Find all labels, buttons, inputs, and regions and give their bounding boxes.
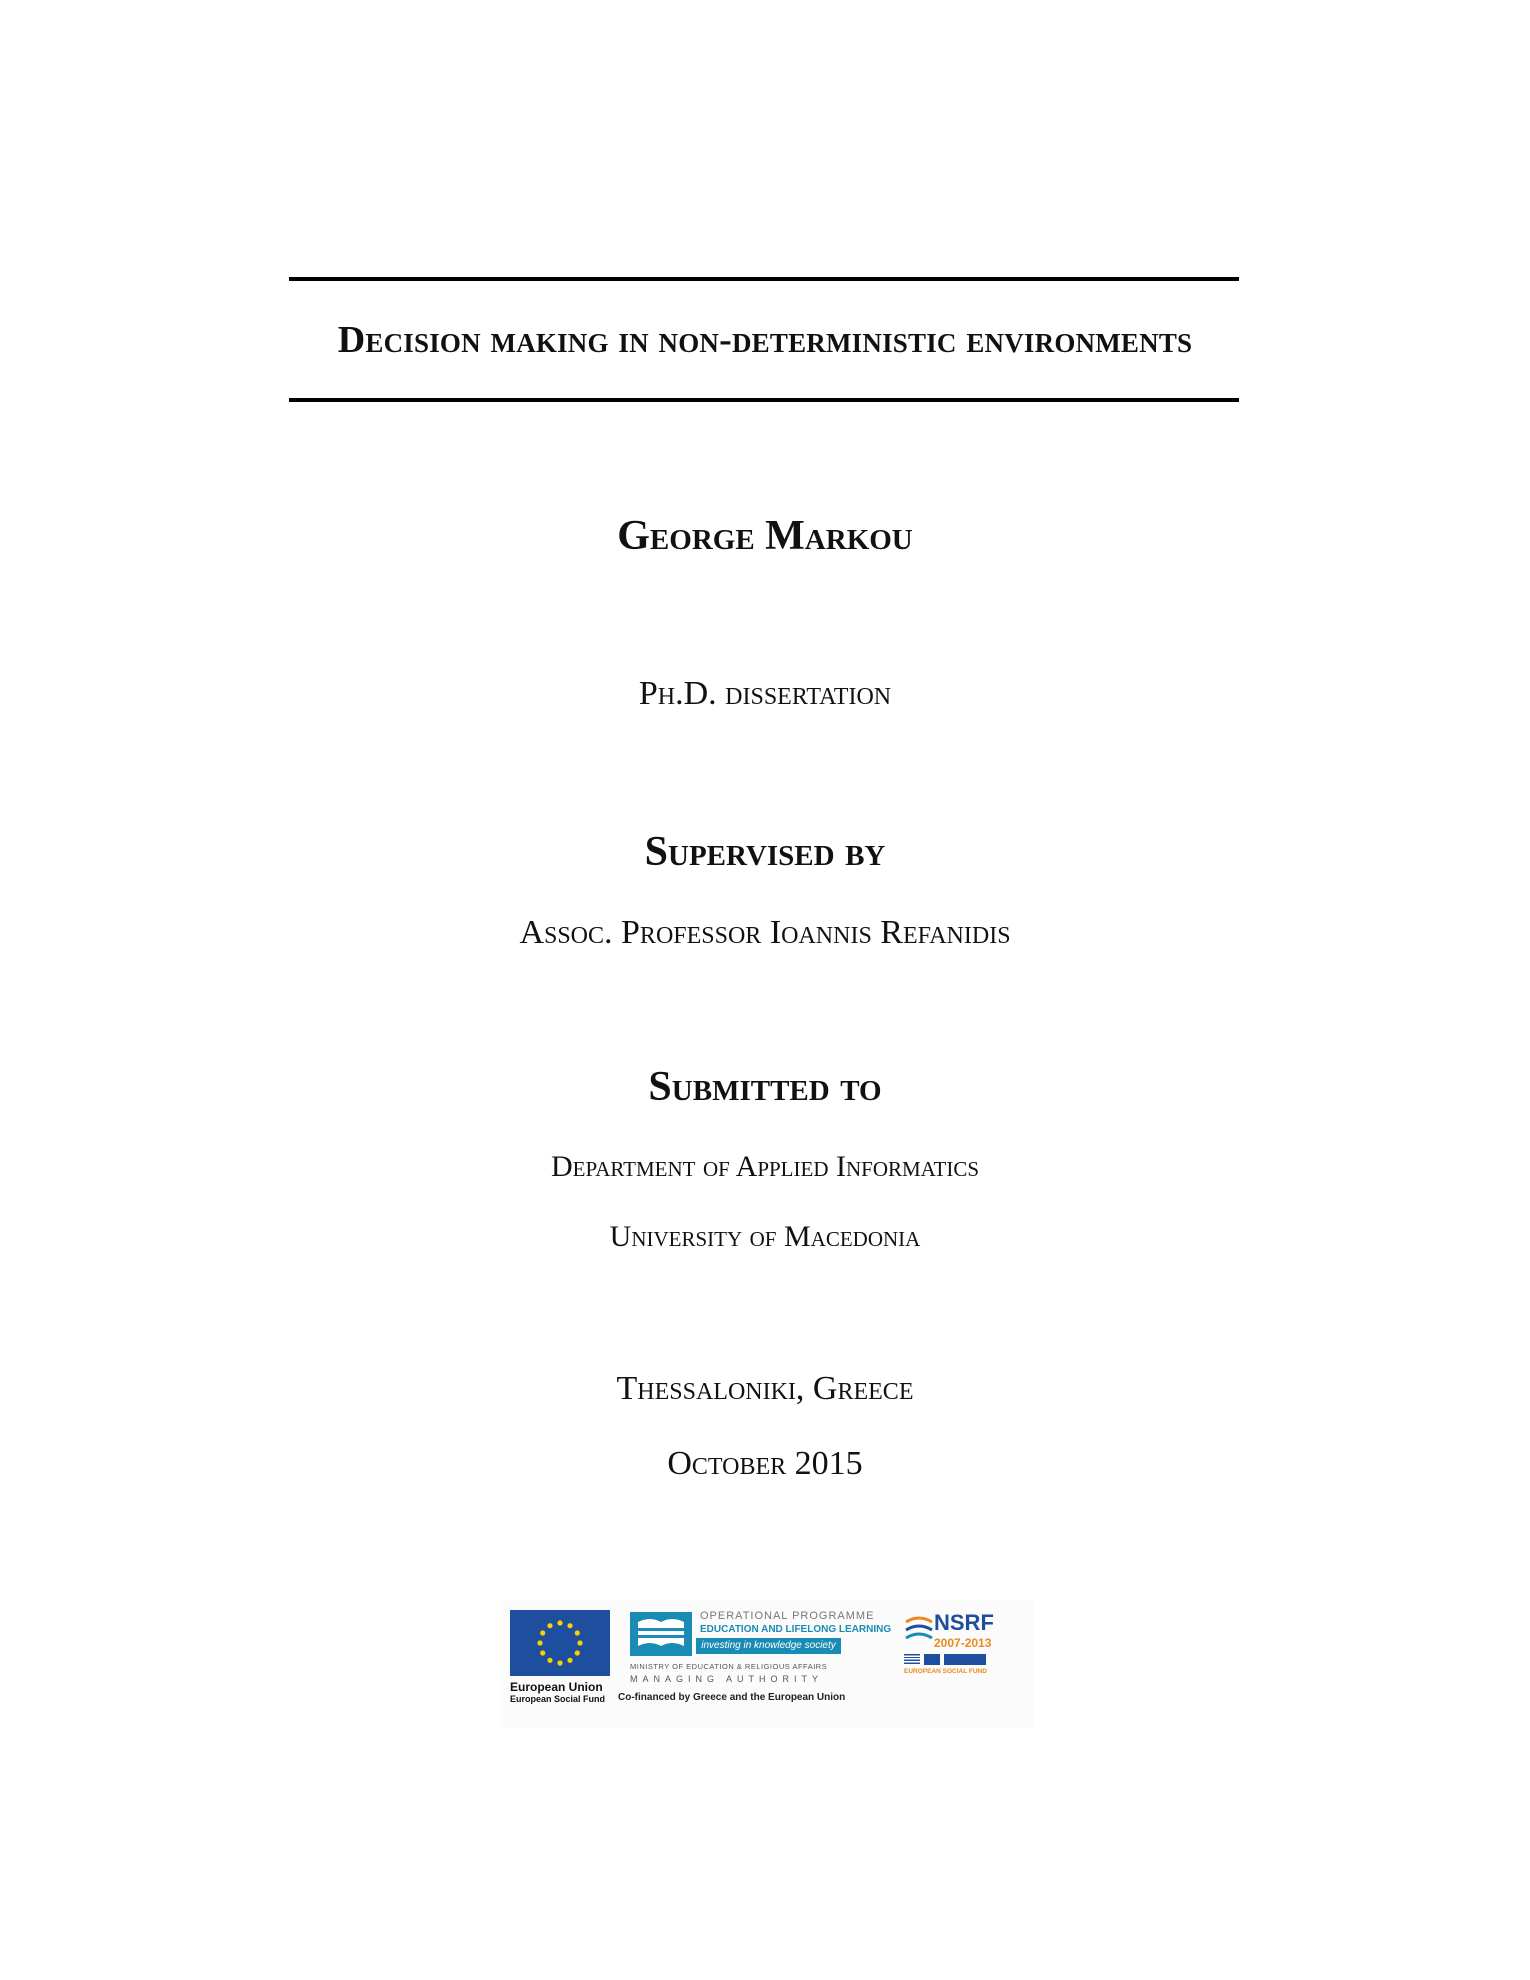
funding-logos (500, 1600, 1035, 1728)
title-bottom-rule (289, 398, 1239, 402)
op-tagline: investing in knowledge society (696, 1638, 841, 1654)
date: October 2015 (667, 1445, 863, 1482)
submitted-heading: Submitted to (648, 1064, 882, 1110)
location: Thessaloniki, Greece (616, 1370, 914, 1407)
book-logo-icon (630, 1612, 692, 1656)
eu-flag-icon (510, 1610, 610, 1676)
op-line1: OPERATIONAL PROGRAMME (700, 1610, 875, 1622)
nsrf-waves-icon (904, 1614, 934, 1644)
supervised-heading: Supervised by (644, 829, 886, 875)
eu-fund-label: European Social Fund (510, 1694, 606, 1704)
programme-box-icon (944, 1654, 986, 1665)
eu-label: European Union (510, 1680, 603, 1694)
title-top-rule (289, 277, 1239, 281)
nsrf-years: 2007-2013 (934, 1636, 992, 1650)
supervisor-name: Assoc. Professor Ioannis Refanidis (519, 914, 1011, 951)
university-name: University of Macedonia (609, 1220, 921, 1253)
eu-small-flag-icon (924, 1654, 940, 1665)
department-name: Department of Applied Informatics (550, 1150, 980, 1183)
document-title: Decision making in non-deterministic environments (337, 319, 1193, 361)
op-line2: EDUCATION AND LIFELONG LEARNING (700, 1624, 892, 1635)
document-type: Ph.D. dissertation (638, 675, 892, 712)
authority-label: MANAGING AUTHORITY (630, 1674, 824, 1684)
ministry-label: MINISTRY OF EDUCATION & RELIGIOUS AFFAIRS (630, 1662, 828, 1671)
author-name: George Markou (617, 513, 913, 559)
cofinanced-label: Co-financed by Greece and the European Union (618, 1692, 846, 1703)
greek-flag-icon (904, 1654, 920, 1665)
nsrf-label: NSRF (934, 1610, 994, 1635)
nsrf-fund-label: EUROPEAN SOCIAL FUND (904, 1668, 987, 1675)
